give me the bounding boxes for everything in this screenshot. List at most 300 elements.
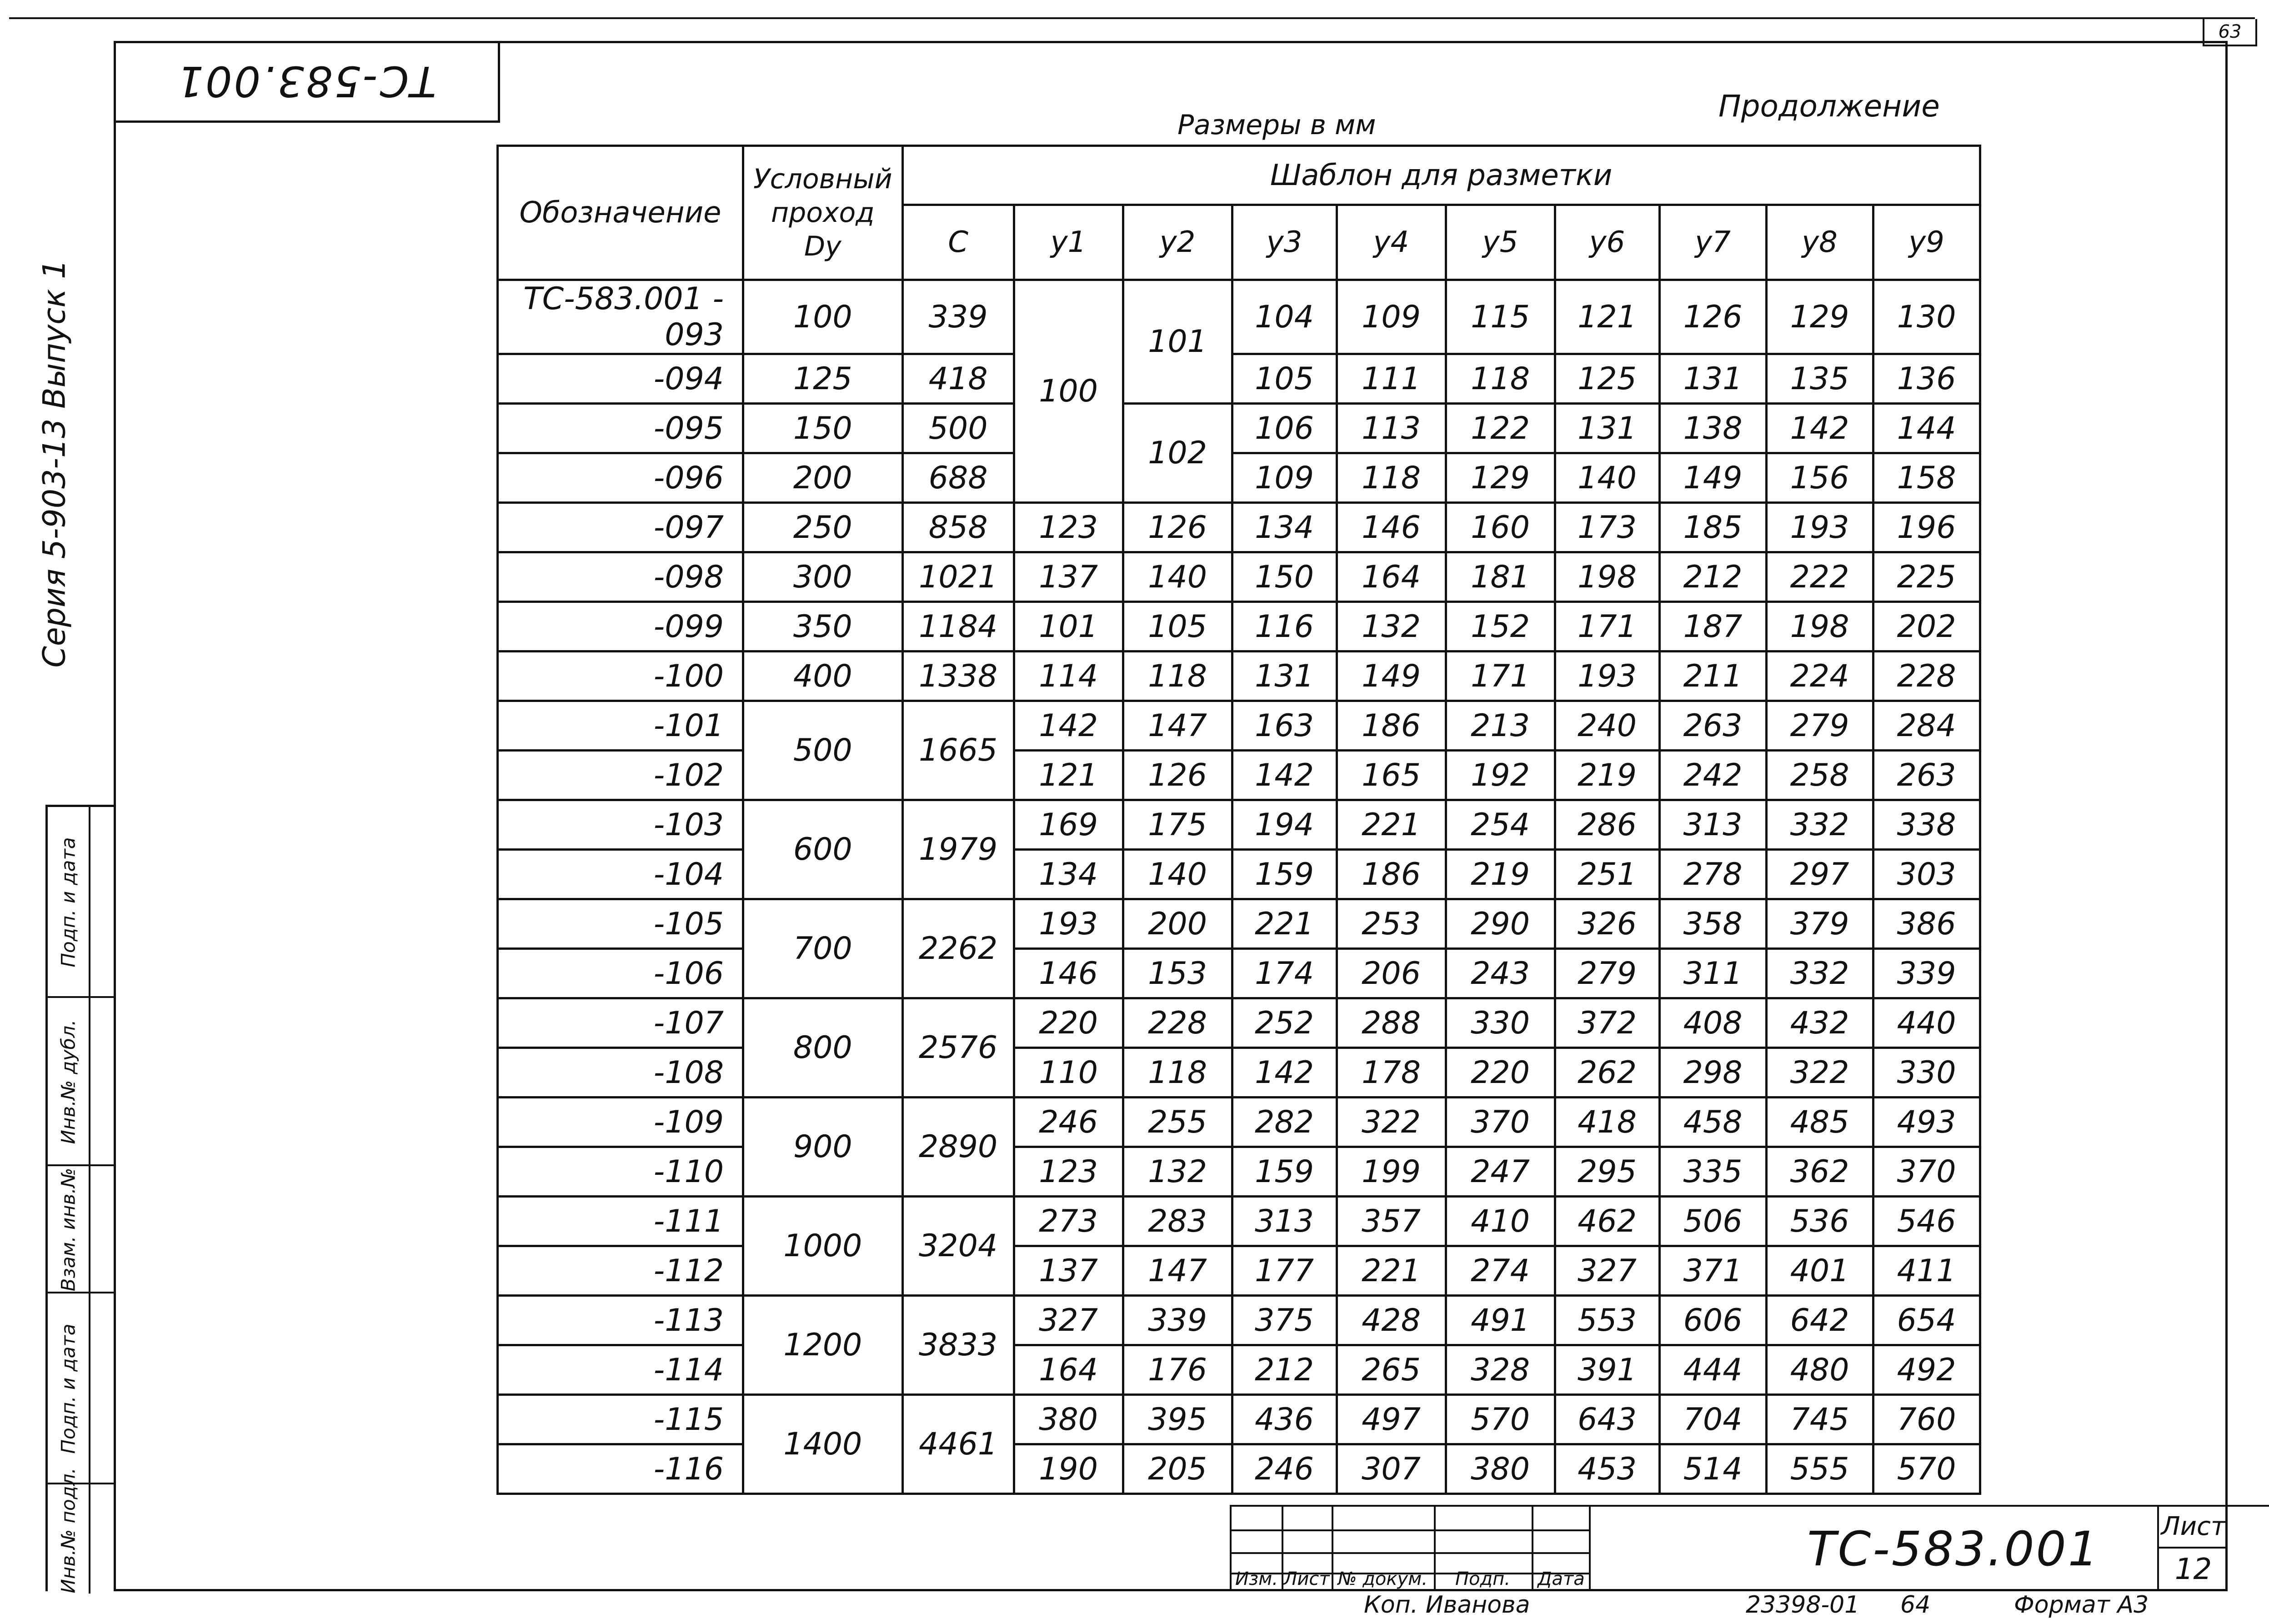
- cell-y1: 327: [1014, 1296, 1123, 1345]
- cell-y6: 173: [1555, 503, 1659, 552]
- table-row: [498, 800, 1980, 850]
- footer-copied-by: Коп. Иванова: [1364, 1591, 1530, 1619]
- cell-y4: 206: [1337, 949, 1446, 998]
- cell-y7: 138: [1659, 404, 1766, 453]
- cell-y5: 213: [1446, 701, 1555, 751]
- cell-nominal-bore: 300: [743, 552, 903, 602]
- cell-y5: 118: [1446, 354, 1555, 404]
- cell-y2: 140: [1123, 850, 1232, 899]
- cell-designation: -114: [498, 1345, 743, 1395]
- cell-y2: 132: [1123, 1147, 1232, 1197]
- cell-y1: 101: [1014, 602, 1123, 652]
- cell-y6: 326: [1555, 899, 1659, 949]
- cell-y7: 278: [1659, 850, 1766, 899]
- cell-y8: 135: [1766, 354, 1873, 404]
- header-y1: y1: [1014, 205, 1123, 280]
- cell-y8: 536: [1766, 1197, 1873, 1246]
- cell-y6: 453: [1555, 1444, 1659, 1494]
- table-row: [498, 1345, 1980, 1395]
- cell-nominal-bore: 200: [743, 453, 903, 503]
- cell-y7: 335: [1659, 1147, 1766, 1197]
- cell-y8: 332: [1766, 949, 1873, 998]
- cell-c: 1979: [902, 800, 1014, 899]
- cell-y2: 102: [1123, 404, 1232, 503]
- cell-y8: 129: [1766, 280, 1873, 354]
- cell-y5: 247: [1446, 1147, 1555, 1197]
- cell-y6: 262: [1555, 1048, 1659, 1098]
- cell-y9: 760: [1873, 1395, 1980, 1444]
- cell-y5: 370: [1446, 1098, 1555, 1147]
- cell-designation: -110: [498, 1147, 743, 1197]
- cell-y5: 220: [1446, 1048, 1555, 1098]
- cell-y2: 395: [1123, 1395, 1232, 1444]
- cell-y7: 358: [1659, 899, 1766, 949]
- cell-y3: 104: [1232, 280, 1337, 354]
- cell-y5: 192: [1446, 751, 1555, 800]
- cell-y6: 193: [1555, 652, 1659, 701]
- cell-y4: 265: [1337, 1345, 1446, 1395]
- cell-y1: 114: [1014, 652, 1123, 701]
- cell-y5: 122: [1446, 404, 1555, 453]
- page-number: 63: [2203, 19, 2257, 46]
- cell-y4: 307: [1337, 1444, 1446, 1494]
- cell-y6: 372: [1555, 998, 1659, 1048]
- cell-y7: 311: [1659, 949, 1766, 998]
- cell-y4: 109: [1337, 280, 1446, 354]
- cell-nominal-bore: 100: [743, 280, 903, 354]
- cell-y3: 375: [1232, 1296, 1337, 1345]
- sheet-number: 12: [2174, 1553, 2212, 1586]
- table-row: [498, 552, 1980, 602]
- cell-y6: 279: [1555, 949, 1659, 998]
- cell-y8: 156: [1766, 453, 1873, 503]
- cell-designation: -098: [498, 552, 743, 602]
- cell-y2: 126: [1123, 751, 1232, 800]
- cell-y6: 121: [1555, 280, 1659, 354]
- cell-y3: 131: [1232, 652, 1337, 701]
- cell-y2: 175: [1123, 800, 1232, 850]
- cell-y6: 131: [1555, 404, 1659, 453]
- cell-y9: 130: [1873, 280, 1980, 354]
- cell-y5: 243: [1446, 949, 1555, 998]
- header-y6: y6: [1555, 205, 1659, 280]
- cell-y7: 458: [1659, 1098, 1766, 1147]
- cell-y8: 379: [1766, 899, 1873, 949]
- cell-y3: 313: [1232, 1197, 1337, 1246]
- cell-y7: 506: [1659, 1197, 1766, 1246]
- cell-y9: 570: [1873, 1444, 1980, 1494]
- cell-y7: 514: [1659, 1444, 1766, 1494]
- cell-y1: 100: [1014, 280, 1123, 503]
- table-row: [498, 1147, 1980, 1197]
- cell-y5: 152: [1446, 602, 1555, 652]
- cell-designation: ТС-583.001 - 093: [498, 280, 743, 354]
- cell-y7: 242: [1659, 751, 1766, 800]
- cell-y5: 181: [1446, 552, 1555, 602]
- table-row: [498, 1197, 1980, 1246]
- cell-c: 3833: [902, 1296, 1014, 1395]
- cell-c: 858: [902, 503, 1014, 552]
- cell-designation: -109: [498, 1098, 743, 1147]
- cell-y4: 497: [1337, 1395, 1446, 1444]
- table-row: [498, 949, 1980, 998]
- cell-y2: 200: [1123, 899, 1232, 949]
- cell-y8: 432: [1766, 998, 1873, 1048]
- cell-designation: -099: [498, 602, 743, 652]
- dimension-table: [496, 145, 1981, 1495]
- cell-nominal-bore: 125: [743, 354, 903, 404]
- cell-y8: 279: [1766, 701, 1873, 751]
- cell-y6: 240: [1555, 701, 1659, 751]
- cell-y5: 330: [1446, 998, 1555, 1048]
- cell-y2: 147: [1123, 1246, 1232, 1296]
- cell-y7: 298: [1659, 1048, 1766, 1098]
- table-row: [498, 1048, 1980, 1098]
- side-cell-replace-inv: [48, 1166, 114, 1293]
- table-row: [498, 1444, 1980, 1494]
- header-y8: y8: [1766, 205, 1873, 280]
- cell-c: 1665: [902, 701, 1014, 800]
- cell-y2: 283: [1123, 1197, 1232, 1246]
- caption-signature: Подп.: [1455, 1569, 1511, 1589]
- cell-y6: 251: [1555, 850, 1659, 899]
- cell-y2: 147: [1123, 701, 1232, 751]
- footer-doc-number: 23398-01: [1746, 1591, 1860, 1619]
- caption-change: Изм.: [1235, 1569, 1278, 1589]
- cell-y9: 440: [1873, 998, 1980, 1048]
- cell-y4: 322: [1337, 1098, 1446, 1147]
- table-row: [498, 998, 1980, 1048]
- cell-designation: -113: [498, 1296, 743, 1345]
- footer-format: Формат А3: [2014, 1591, 2149, 1619]
- cell-y1: 134: [1014, 850, 1123, 899]
- cell-y4: 221: [1337, 800, 1446, 850]
- table-row: [498, 404, 1980, 453]
- cell-y8: 198: [1766, 602, 1873, 652]
- cell-y9: 546: [1873, 1197, 1980, 1246]
- cell-c: 1184: [902, 602, 1014, 652]
- cell-designation: -108: [498, 1048, 743, 1098]
- cell-y1: 273: [1014, 1197, 1123, 1246]
- cell-nominal-bore: 400: [743, 652, 903, 701]
- cell-y3: 134: [1232, 503, 1337, 552]
- table-row: [498, 850, 1980, 899]
- cell-y7: 313: [1659, 800, 1766, 850]
- header-y2: y2: [1123, 205, 1232, 280]
- revision-grid: [1230, 1505, 1589, 1591]
- cell-y9: 144: [1873, 404, 1980, 453]
- cell-y7: 371: [1659, 1246, 1766, 1296]
- cell-y4: 118: [1337, 453, 1446, 503]
- cell-y3: 105: [1232, 354, 1337, 404]
- cell-y1: 123: [1014, 1147, 1123, 1197]
- cell-y1: 142: [1014, 701, 1123, 751]
- cell-y9: 303: [1873, 850, 1980, 899]
- table-row: [498, 453, 1980, 503]
- cell-y5: 129: [1446, 453, 1555, 503]
- cell-y9: 411: [1873, 1246, 1980, 1296]
- cell-y3: 252: [1232, 998, 1337, 1048]
- cell-y6: 643: [1555, 1395, 1659, 1444]
- cell-y6: 327: [1555, 1246, 1659, 1296]
- top-border-line: [9, 17, 2255, 19]
- cell-y9: 136: [1873, 354, 1980, 404]
- caption-sheet: Лист: [1283, 1569, 1330, 1589]
- cell-y2: 101: [1123, 280, 1232, 404]
- cell-y6: 286: [1555, 800, 1659, 850]
- cell-y6: 391: [1555, 1345, 1659, 1395]
- cell-y9: 263: [1873, 751, 1980, 800]
- cell-y4: 149: [1337, 652, 1446, 701]
- cell-designation: -107: [498, 998, 743, 1048]
- table-row: [498, 652, 1980, 701]
- cell-y5: 328: [1446, 1345, 1555, 1395]
- cell-y2: 339: [1123, 1296, 1232, 1345]
- cell-y4: 221: [1337, 1246, 1446, 1296]
- series-label: [27, 259, 82, 682]
- cell-y6: 198: [1555, 552, 1659, 602]
- cell-y4: 288: [1337, 998, 1446, 1048]
- side-label: Подп. и дата: [57, 1323, 80, 1454]
- side-stamp-column: [45, 805, 114, 1594]
- cell-y3: 142: [1232, 1048, 1337, 1098]
- cell-y8: 297: [1766, 850, 1873, 899]
- cell-y1: 164: [1014, 1345, 1123, 1395]
- cell-y5: 491: [1446, 1296, 1555, 1345]
- cell-nominal-bore: 600: [743, 800, 903, 899]
- title-block-code: ТС-583.001: [1589, 1505, 2269, 1591]
- cell-y5: 219: [1446, 850, 1555, 899]
- cell-designation: -102: [498, 751, 743, 800]
- header-c: C: [902, 205, 1014, 280]
- cell-designation: -094: [498, 354, 743, 404]
- cell-y5: 570: [1446, 1395, 1555, 1444]
- cell-y1: 137: [1014, 1246, 1123, 1296]
- cell-y1: 220: [1014, 998, 1123, 1048]
- cell-y2: 205: [1123, 1444, 1232, 1494]
- cell-y6: 295: [1555, 1147, 1659, 1197]
- cell-designation: -101: [498, 701, 743, 751]
- header-y9: y9: [1873, 205, 1980, 280]
- cell-y2: 176: [1123, 1345, 1232, 1395]
- sheet-box: [2157, 1505, 2228, 1591]
- cell-nominal-bore: 1400: [743, 1395, 903, 1494]
- cell-y6: 125: [1555, 354, 1659, 404]
- table-row: [498, 1098, 1980, 1147]
- cell-y4: 253: [1337, 899, 1446, 949]
- cell-y6: 171: [1555, 602, 1659, 652]
- table-row: [498, 1246, 1980, 1296]
- cell-c: 1021: [902, 552, 1014, 602]
- cell-c: 1338: [902, 652, 1014, 701]
- cell-y5: 171: [1446, 652, 1555, 701]
- table-row: [498, 701, 1980, 751]
- cell-c: 3204: [902, 1197, 1014, 1296]
- cell-y4: 164: [1337, 552, 1446, 602]
- cell-y7: 212: [1659, 552, 1766, 602]
- cell-y2: 126: [1123, 503, 1232, 552]
- cell-y1: 190: [1014, 1444, 1123, 1494]
- cell-y3: 159: [1232, 850, 1337, 899]
- cell-y9: 386: [1873, 899, 1980, 949]
- cell-y9: 158: [1873, 453, 1980, 503]
- cell-y8: 193: [1766, 503, 1873, 552]
- cell-y2: 228: [1123, 998, 1232, 1048]
- cell-y8: 362: [1766, 1147, 1873, 1197]
- header-y7: y7: [1659, 205, 1766, 280]
- cell-y9: 284: [1873, 701, 1980, 751]
- cell-y6: 553: [1555, 1296, 1659, 1345]
- cell-y8: 642: [1766, 1296, 1873, 1345]
- cell-designation: -115: [498, 1395, 743, 1444]
- side-label: Инв.№ подл.: [57, 1468, 80, 1594]
- cell-y2: 140: [1123, 552, 1232, 602]
- cell-c: 2890: [902, 1098, 1014, 1197]
- cell-y8: 555: [1766, 1444, 1873, 1494]
- stamp-code: ТС-583.001: [175, 57, 436, 105]
- cell-designation: -106: [498, 949, 743, 998]
- cell-designation: -100: [498, 652, 743, 701]
- cell-y4: 199: [1337, 1147, 1446, 1197]
- header-nominal-bore: Условный проход Dy: [743, 146, 903, 280]
- cell-nominal-bore: 900: [743, 1098, 903, 1197]
- table-row: [498, 354, 1980, 404]
- series-text: Серия 5-903-13 Выпуск 1: [36, 259, 73, 668]
- table-row: [498, 899, 1980, 949]
- cell-y4: 111: [1337, 354, 1446, 404]
- cell-y3: 109: [1232, 453, 1337, 503]
- cell-y3: 163: [1232, 701, 1337, 751]
- side-cell-sign-date-1: [48, 807, 114, 998]
- cell-y4: 357: [1337, 1197, 1446, 1246]
- cell-y8: 480: [1766, 1345, 1873, 1395]
- header-designation: Обозначение: [498, 146, 743, 280]
- cell-y3: 436: [1232, 1395, 1337, 1444]
- cell-nominal-bore: 500: [743, 701, 903, 800]
- cell-y7: 704: [1659, 1395, 1766, 1444]
- cell-y4: 113: [1337, 404, 1446, 453]
- cell-c: 339: [902, 280, 1014, 354]
- cell-y1: 137: [1014, 552, 1123, 602]
- cell-y5: 274: [1446, 1246, 1555, 1296]
- cell-y3: 150: [1232, 552, 1337, 602]
- cell-y3: 177: [1232, 1246, 1337, 1296]
- cell-y4: 132: [1337, 602, 1446, 652]
- cell-c: 4461: [902, 1395, 1014, 1494]
- cell-y2: 118: [1123, 652, 1232, 701]
- side-label: Взам. инв.№: [57, 1168, 80, 1292]
- cell-y2: 105: [1123, 602, 1232, 652]
- cell-y9: 330: [1873, 1048, 1980, 1098]
- dimensions-note: Размеры в мм: [1177, 109, 1376, 141]
- table-row: [498, 1296, 1980, 1345]
- cell-designation: -103: [498, 800, 743, 850]
- sheet-label: Лист: [2159, 1507, 2228, 1549]
- header-template: Шаблон для разметки: [902, 146, 1980, 205]
- side-label: Подп. и дата: [57, 837, 80, 967]
- cell-y6: 418: [1555, 1098, 1659, 1147]
- cell-y1: 110: [1014, 1048, 1123, 1098]
- cell-y4: 186: [1337, 850, 1446, 899]
- cell-designation: -105: [498, 899, 743, 949]
- cell-y5: 410: [1446, 1197, 1555, 1246]
- cell-c: 418: [902, 354, 1014, 404]
- side-cell-dup-inv: [48, 998, 114, 1166]
- cell-y7: 606: [1659, 1296, 1766, 1345]
- cell-designation: -104: [498, 850, 743, 899]
- cell-nominal-bore: 700: [743, 899, 903, 998]
- cell-nominal-bore: 1200: [743, 1296, 903, 1395]
- cell-y3: 246: [1232, 1444, 1337, 1494]
- cell-y1: 121: [1014, 751, 1123, 800]
- cell-y9: 202: [1873, 602, 1980, 652]
- table-row: [498, 280, 1980, 354]
- cell-y8: 224: [1766, 652, 1873, 701]
- cell-y6: 219: [1555, 751, 1659, 800]
- cell-y1: 246: [1014, 1098, 1123, 1147]
- cell-y6: 462: [1555, 1197, 1659, 1246]
- cell-y5: 254: [1446, 800, 1555, 850]
- cell-y5: 380: [1446, 1444, 1555, 1494]
- cell-y9: 654: [1873, 1296, 1980, 1345]
- cell-y2: 255: [1123, 1098, 1232, 1147]
- cell-y9: 493: [1873, 1098, 1980, 1147]
- cell-y7: 408: [1659, 998, 1766, 1048]
- cell-y3: 142: [1232, 751, 1337, 800]
- cell-y3: 174: [1232, 949, 1337, 998]
- cell-y5: 290: [1446, 899, 1555, 949]
- cell-y8: 332: [1766, 800, 1873, 850]
- side-cell-sign-date-2: [48, 1293, 114, 1484]
- continuation-note: Продолжение: [1718, 89, 1940, 124]
- cell-y3: 212: [1232, 1345, 1337, 1395]
- cell-c: 2576: [902, 998, 1014, 1098]
- cell-y4: 428: [1337, 1296, 1446, 1345]
- cell-c: 2262: [902, 899, 1014, 998]
- cell-y6: 140: [1555, 453, 1659, 503]
- cell-nominal-bore: 1000: [743, 1197, 903, 1296]
- cell-nominal-bore: 350: [743, 602, 903, 652]
- header-y4: y4: [1337, 205, 1446, 280]
- cell-c: 500: [902, 404, 1014, 453]
- cell-y9: 338: [1873, 800, 1980, 850]
- cell-y4: 165: [1337, 751, 1446, 800]
- cell-y4: 186: [1337, 701, 1446, 751]
- cell-y8: 745: [1766, 1395, 1873, 1444]
- cell-y7: 126: [1659, 280, 1766, 354]
- table-row: [498, 1395, 1980, 1444]
- cell-y8: 258: [1766, 751, 1873, 800]
- table-row: [498, 751, 1980, 800]
- header-y3: y3: [1232, 205, 1337, 280]
- cell-y9: 228: [1873, 652, 1980, 701]
- footer-doc-extra: 64: [1900, 1591, 1931, 1619]
- cell-designation: -095: [498, 404, 743, 453]
- cell-y2: 153: [1123, 949, 1232, 998]
- cell-y8: 142: [1766, 404, 1873, 453]
- cell-designation: -116: [498, 1444, 743, 1494]
- cell-y7: 211: [1659, 652, 1766, 701]
- cell-y9: 492: [1873, 1345, 1980, 1395]
- cell-y7: 444: [1659, 1345, 1766, 1395]
- cell-y7: 187: [1659, 602, 1766, 652]
- cell-y3: 221: [1232, 899, 1337, 949]
- cell-y3: 194: [1232, 800, 1337, 850]
- title-block: [1230, 1505, 2228, 1591]
- cell-y4: 178: [1337, 1048, 1446, 1098]
- cell-y3: 159: [1232, 1147, 1337, 1197]
- cell-y1: 380: [1014, 1395, 1123, 1444]
